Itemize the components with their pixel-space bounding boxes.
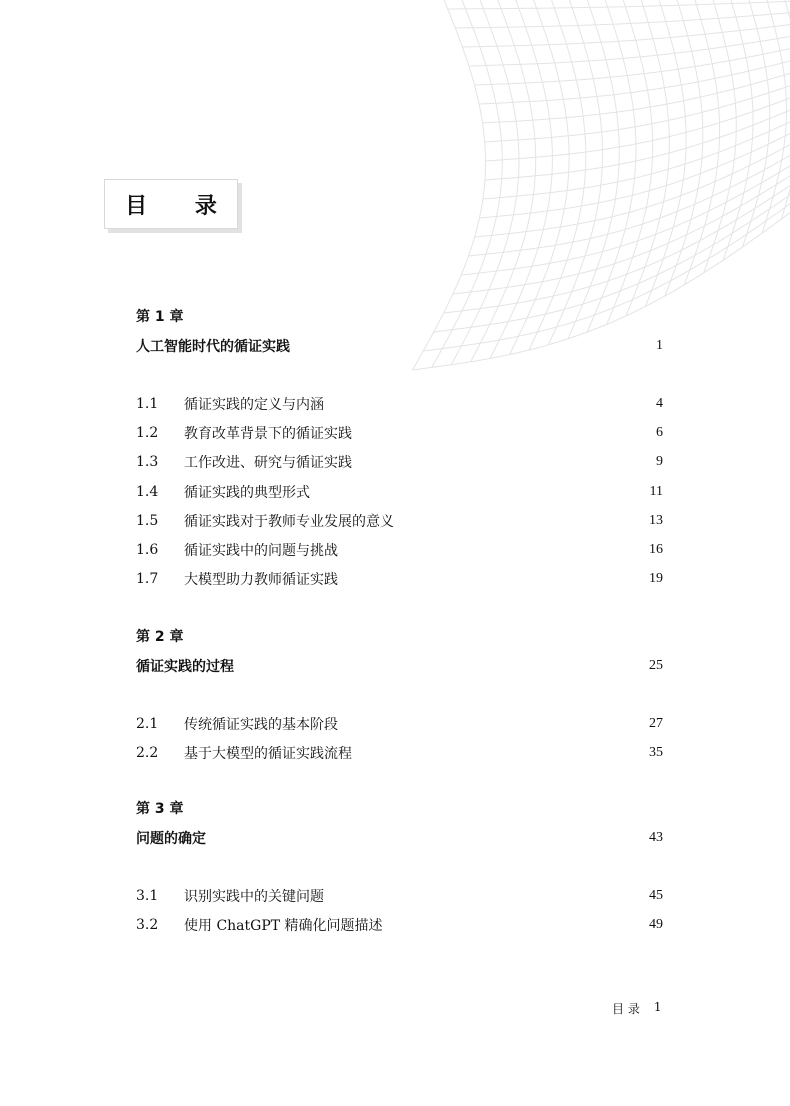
section-number: 3.2 xyxy=(136,917,159,934)
section-entry[interactable] xyxy=(136,423,663,443)
page-number: 19 xyxy=(649,571,663,587)
section-number: 1.7 xyxy=(136,571,159,588)
mesh-line xyxy=(646,0,687,306)
chapter-label[interactable] xyxy=(136,626,663,646)
section-title: 传统循证实践的基本阶段 xyxy=(184,717,338,733)
page-number: 11 xyxy=(649,483,663,499)
chapter-label[interactable] xyxy=(136,798,663,818)
section-number: 1.3 xyxy=(136,454,159,471)
mesh-line xyxy=(479,54,790,104)
section-number: 3.1 xyxy=(136,888,159,904)
chapter-title: 人工智能时代的循证实践 xyxy=(136,339,290,355)
chapter-title: 循证实践的过程 xyxy=(136,659,234,675)
section-title: 教育改革背景下的循证实践 xyxy=(184,426,352,443)
section-entry[interactable] xyxy=(136,886,663,906)
mesh-line xyxy=(568,0,620,339)
section-entry[interactable] xyxy=(136,714,663,734)
mesh-line xyxy=(548,0,602,345)
mesh-line xyxy=(483,108,790,199)
section-entry[interactable] xyxy=(136,915,663,935)
section-entry[interactable] xyxy=(136,540,663,560)
section-number: 1.5 xyxy=(136,512,159,529)
chapter-entry[interactable] xyxy=(136,828,663,848)
mesh-line xyxy=(423,194,790,351)
page-number: 16 xyxy=(649,542,663,557)
chapter-number: 第 2 章 xyxy=(136,629,184,645)
section-number: 1.2 xyxy=(136,425,159,442)
section-number: 2.1 xyxy=(136,716,159,732)
page-number: 27 xyxy=(649,716,663,731)
section-entry[interactable] xyxy=(136,394,663,414)
section-number: 2.2 xyxy=(136,745,159,762)
chapter-entry[interactable] xyxy=(136,336,663,356)
page-number: 6 xyxy=(656,425,663,441)
page-footer xyxy=(612,1000,661,1017)
section-entry[interactable] xyxy=(136,452,663,472)
section-title: 循证实践的典型形式 xyxy=(184,484,310,501)
section-entry[interactable] xyxy=(136,743,663,763)
page-number: 45 xyxy=(649,888,663,903)
page-number: 1 xyxy=(656,338,663,353)
page-number: 9 xyxy=(656,454,663,470)
page-title: 目 录 xyxy=(125,193,237,219)
page-number: 43 xyxy=(649,830,663,845)
mesh-line xyxy=(665,0,703,296)
chapter-entry[interactable] xyxy=(136,656,663,676)
section-title: 大模型助力教师循证实践 xyxy=(184,572,338,589)
chapter-title: 问题的确定 xyxy=(136,831,206,847)
page-number: 4 xyxy=(656,396,663,411)
section-entry[interactable] xyxy=(136,569,663,589)
chapter-label[interactable] xyxy=(136,306,663,326)
section-entry[interactable] xyxy=(136,482,663,502)
section-number: 1.1 xyxy=(136,396,159,412)
mesh-line xyxy=(475,130,790,238)
mesh-line xyxy=(529,0,586,350)
page-number: 13 xyxy=(649,512,663,528)
section-title: 循证实践中的问题与挑战 xyxy=(184,543,338,559)
mesh-line xyxy=(486,87,790,161)
section-title: 循证实践对于教师专业发展的意义 xyxy=(184,513,394,530)
page-number: 49 xyxy=(649,917,663,933)
section-title: 识别实践中的关键问题 xyxy=(184,889,324,905)
page-number: 25 xyxy=(649,658,663,673)
section-entry[interactable] xyxy=(136,511,663,531)
section-title: 循证实践的定义与内涵 xyxy=(184,397,324,413)
section-title: 工作改进、研究与循证实践 xyxy=(184,455,352,472)
section-title: 基于大模型的循证实践流程 xyxy=(184,746,352,763)
chapter-number: 第 1 章 xyxy=(136,309,184,325)
footer-page-number: 1 xyxy=(653,1000,662,1014)
page-number: 35 xyxy=(649,745,663,761)
section-number: 1.4 xyxy=(136,483,159,500)
section-number: 1.6 xyxy=(136,542,159,558)
toc-title-box xyxy=(104,179,238,229)
chapter-number: 第 3 章 xyxy=(136,801,184,817)
mesh-line xyxy=(723,0,753,260)
footer-label: 目 录 xyxy=(612,1002,640,1016)
section-title: 使用 ChatGPT 精确化问题描述 xyxy=(184,918,383,935)
